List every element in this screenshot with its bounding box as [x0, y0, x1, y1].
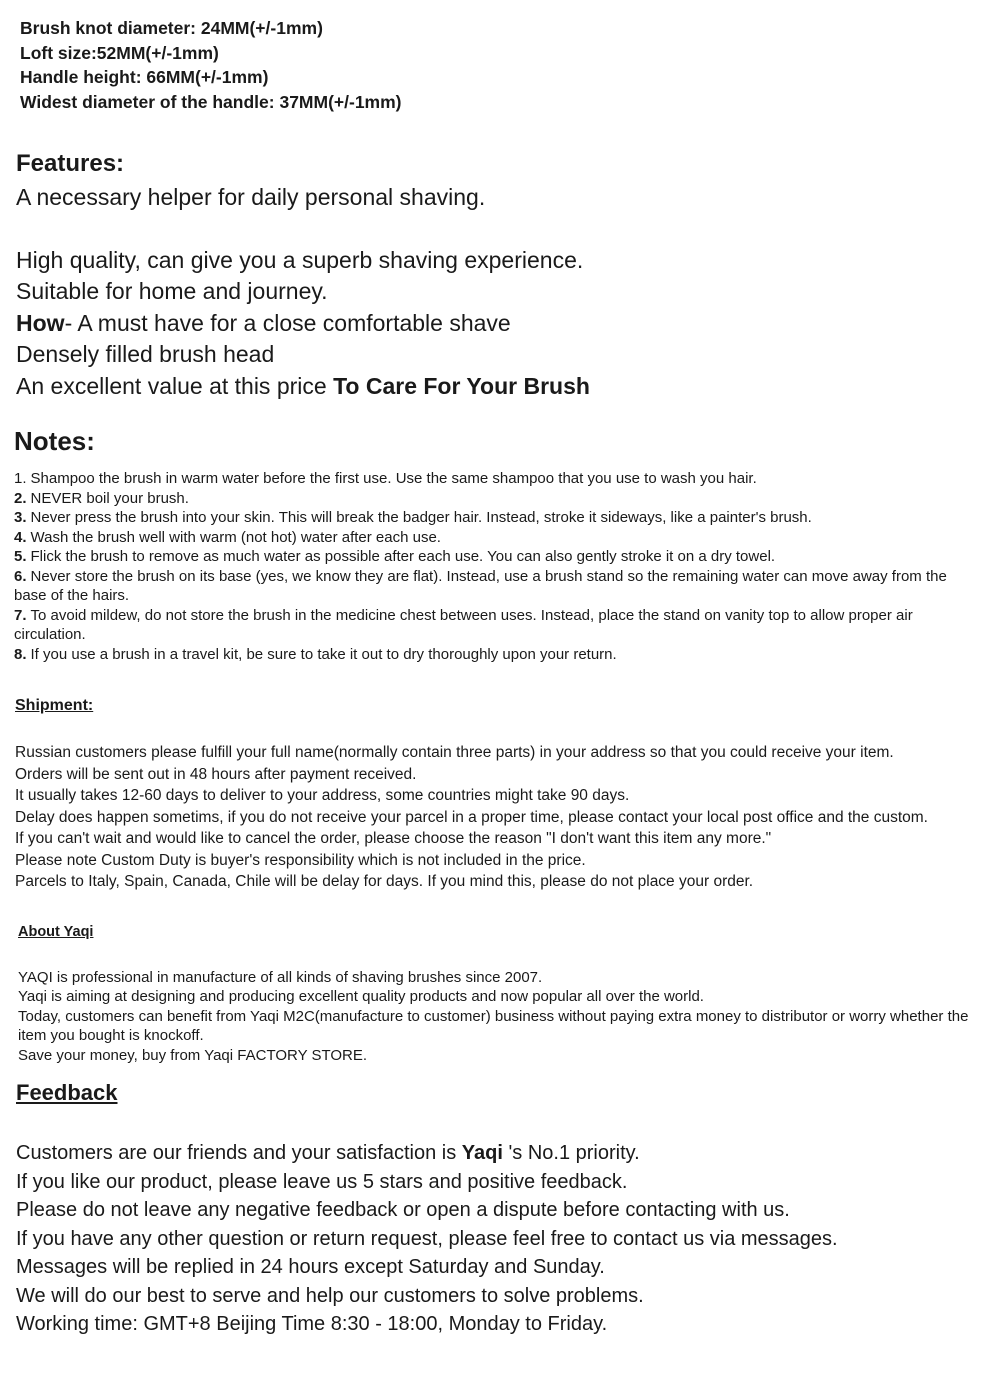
blank-line: [16, 214, 1001, 245]
note-number: 6.: [14, 567, 27, 585]
note-item-6: [14, 567, 975, 606]
feature-how-rest: - A must have for a close comfortable shave: [64, 309, 511, 336]
note-text: Never press the brush into your skin. This will break the badger hair. Instead, stroke it sideways, like a painter's brush.: [30, 509, 812, 526]
spec-line-knot-diameter: Brush knot diameter: 24MM(+/-1mm): [20, 18, 323, 38]
shipment-line: It usually takes 12-60 days to deliver to your address, some countries might take 90 days.: [15, 787, 630, 804]
shipment-line: Orders will be sent out in 48 hours after payment received.: [15, 765, 417, 783]
shipment-line: Parcels to Italy, Spain, Canada, Chile will be delay for days. If you mind this, please do not place your order.: [15, 873, 754, 890]
feedback-brand-bold: Yaqi: [461, 1142, 503, 1164]
feature-line-quality: High quality, can give you a superb shaving experience.: [16, 246, 584, 273]
about-line: Yaqi is aiming at designing and producing excellent quality products and now popular all over the world.: [18, 988, 704, 1005]
notes-list: [14, 469, 987, 664]
note-item-4: [14, 528, 975, 548]
shipment-section: [0, 697, 1001, 893]
about-yaqi-heading: About Yaqi: [18, 923, 94, 940]
shipment-line: Delay does happen sometims, if you do not receive your parcel in a proper time, please contact your local post office and the custom.: [15, 808, 928, 826]
feedback-line: If you like our product, please leave us 5 stars and positive feedback.: [16, 1170, 628, 1193]
note-item-3: [14, 508, 975, 528]
note-text: Shampoo the brush in warm water before the first use. Use the same shampoo that you use to wash you hair.: [30, 470, 757, 487]
feedback-satisfaction-suffix: 's No.1 priority.: [502, 1142, 640, 1164]
note-text: Never store the brush on its base (yes, we know they are flat). Instead, use a brush stand so the remaining water can move away from the base of the hairs.: [14, 567, 947, 604]
feature-line-how: [16, 308, 1001, 340]
about-yaqi-body: [18, 968, 1001, 1066]
note-text: To avoid mildew, do not store the brush in the medicine chest between uses. Instead, place the stand on vanity top to allow proper air circulation.: [14, 606, 913, 643]
notes-heading: Notes:: [14, 426, 95, 456]
feedback-heading: Feedback: [16, 1080, 118, 1105]
note-item-5: [14, 547, 975, 567]
note-number: 5.: [14, 548, 27, 565]
note-number: 2.: [14, 489, 27, 507]
note-item-8: [14, 645, 975, 665]
spec-line-widest-diameter: Widest diameter of the handle: 37MM(+/-1mm): [20, 91, 402, 112]
note-text: Wash the brush well with warm (not hot) water after each use.: [30, 528, 441, 546]
feature-line-intro: A necessary helper for daily personal shaving.: [16, 184, 486, 210]
shipment-line: Russian customers please fulfill your full name(normally contain three parts) in your address so that you could receive your item.: [15, 744, 894, 761]
feedback-body: [16, 1139, 1001, 1339]
feedback-line: Messages will be replied in 24 hours except Saturday and Sunday.: [16, 1256, 605, 1278]
feature-line-densely: Densely filled brush head: [16, 341, 275, 367]
about-line: Save your money, buy from Yaqi FACTORY STORE.: [18, 1046, 368, 1064]
shipment-line: If you can't wait and would like to cancel the order, please choose the reason "I don't want this item any more.": [15, 830, 772, 847]
features-heading: Features:: [16, 150, 125, 177]
about-yaqi-section: [0, 924, 1001, 1066]
note-item-1: [14, 469, 975, 489]
shipment-body: [15, 742, 1001, 893]
note-number: 8.: [14, 645, 27, 663]
shipment-heading: Shipment:: [15, 697, 94, 714]
notes-section: [0, 426, 1001, 664]
note-number: 7.: [14, 606, 27, 624]
about-line: Today, customers can benefit from Yaqi M2C(manufacture to customer) business without paying extra money to distributor or worry whether the item you bought is knockoff.: [18, 1007, 969, 1044]
feedback-section: [0, 1080, 1001, 1339]
note-text: NEVER boil your brush.: [30, 489, 189, 507]
feedback-satisfaction-prefix: Customers are our friends and your satisfaction is: [16, 1142, 462, 1164]
feature-line-value: [16, 371, 1001, 403]
shipment-line: Please note Custom Duty is buyer's responsibility which is not included in the price.: [15, 851, 586, 869]
note-number: 4.: [14, 528, 27, 546]
note-item-7: [14, 606, 975, 645]
feedback-line: Please do not leave any negative feedback or open a dispute before contacting with us.: [16, 1199, 790, 1221]
note-item-2: [14, 489, 975, 509]
spec-line-handle-height: Handle height: 66MM(+/-1mm): [20, 67, 269, 87]
feature-value-bold: To Care For Your Brush: [333, 372, 590, 399]
feature-line-suitable: Suitable for home and journey.: [16, 278, 328, 304]
features-section: [0, 150, 1001, 402]
feature-how-bold: How: [16, 309, 65, 336]
product-specs: [0, 0, 1001, 114]
feedback-line: Working time: GMT+8 Beijing Time 8:30 - 18:00, Monday to Friday.: [16, 1313, 608, 1335]
feedback-line: If you have any other question or return request, please feel free to contact us via messages.: [16, 1227, 838, 1250]
note-text: If you use a brush in a travel kit, be sure to take it out to dry thoroughly upon your return.: [30, 645, 617, 663]
note-number: 3.: [14, 509, 27, 526]
spec-line-loft-size: Loft size:52MM(+/-1mm): [20, 42, 219, 63]
note-number: 1.: [14, 470, 27, 487]
feedback-line: We will do our best to serve and help our customers to solve problems.: [16, 1284, 644, 1307]
feedback-line-satisfaction: [16, 1139, 991, 1168]
feature-value-prefix: An excellent value at this price: [16, 372, 334, 399]
note-text: Flick the brush to remove as much water as possible after each use. You can also gently stroke it on a dry towel.: [30, 548, 776, 565]
about-line: YAQI is professional in manufacture of all kinds of shaving brushes since 2007.: [18, 968, 543, 986]
